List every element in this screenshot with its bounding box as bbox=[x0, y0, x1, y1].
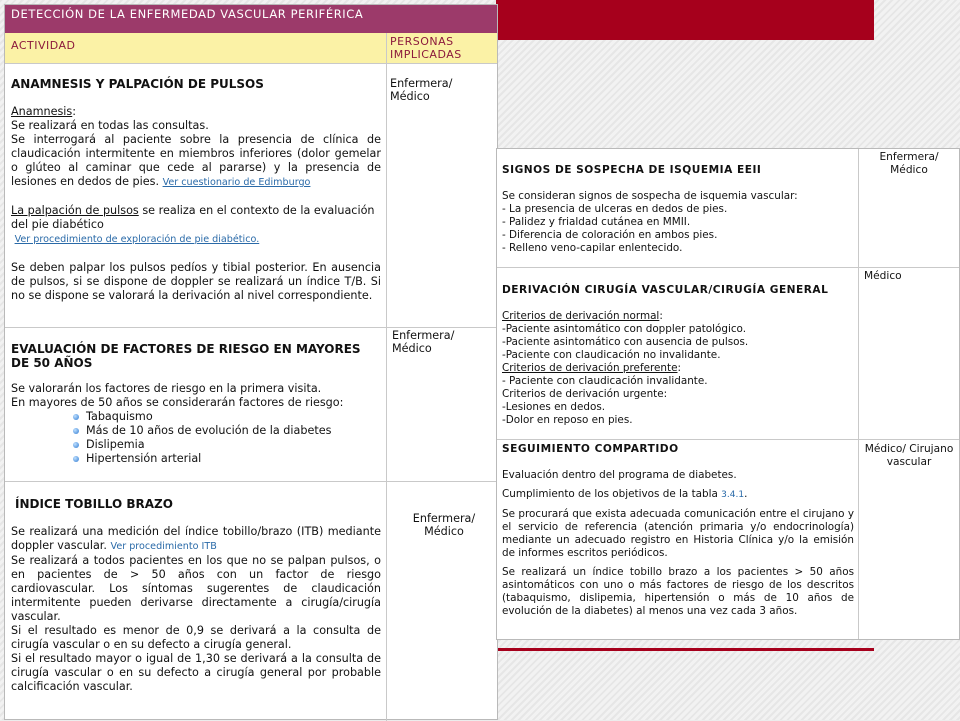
list-item: - Relleno veno-capilar enlentecido. bbox=[502, 242, 683, 254]
list-item: -Paciente con claudicación no invalidante. bbox=[502, 349, 721, 361]
table-title: DETECCIÓN DE LA ENFERMEDAD VASCULAR PERIFÉRICA bbox=[5, 5, 497, 33]
column-divider bbox=[386, 33, 387, 721]
list-item: Más de 10 años de evolución de la diabetes bbox=[73, 424, 381, 438]
left-table bbox=[4, 4, 498, 720]
list-item: -Paciente asintomático con doppler patológico. bbox=[502, 323, 747, 335]
section-title: SIGNOS DE SOSPECHA DE ISQUEMIA EEII bbox=[502, 164, 762, 176]
section-title: DERIVACIÓN CIRUGÍA VASCULAR/CIRUGÍA GENERAL bbox=[502, 284, 829, 296]
header-activity: ACTIVIDAD bbox=[11, 39, 76, 52]
top-accent-bar bbox=[496, 0, 874, 40]
list-item: - La presencia de ulceras en dedos de pies. bbox=[502, 203, 728, 215]
risk-factors-section: EVALUACIÓN DE FACTORES DE RIESGO EN MAYORES DE 50 AÑOS Se valorarán los factores de riesgo en la primera visita. En mayores de 50 años se considerarán factores de riesgo: Tabaquismo Más de 10 años de evolución de la diabetes Dislipemia Hipertensión arterial bbox=[11, 342, 381, 466]
bullet-icon bbox=[73, 428, 79, 434]
right-table bbox=[496, 148, 960, 640]
anamnesis-section: ANAMNESIS Y PALPACIÓN DE PULSOS Anamnesis: Se realizará en todas las consultas. Se interrogará al paciente sobre la presencia de clínica de claudicación intermitente en miembros inferiores (dolor gemelar o glúteo al caminar que cede al pararse) y la presencia de lesiones en dedos de pies. Ver cuestionario de Edimburgo La palpación de pulsos se realiza en el contexto de la evaluación del pie diabético Ver procedimiento de exploración de pie diabético. Se deben palpar los pulsos pedíos y tibial posterior. En ausencia de pulsos, si se dispone de doppler se realizará un índice T/B. Si no se dispone se valorará la derivación al nivel correspondiente. bbox=[11, 77, 381, 302]
section-title: SEGUIMIENTO COMPARTIDO bbox=[502, 443, 679, 455]
itb-section: ÍNDICE TOBILLO BRAZO Se realizará una medición del índice tobillo/brazo (ITB) mediante doppler vascular. Ver procedimiento ITB Se realizará a todos pacientes en los que no se palpan pulsos, o en pacientes de > 50 años con un factor de riesgo cardiovascular. Los síntomas sugerentes de claudicación intermitente pueden derivarse directamente a cirugía/cirugía vascular. Si el resultado es menor de 0,9 se derivará a la consulta de cirugía vascular o en su defecto a cirugía general. Si el resultado mayor o igual de 1,30 se derivará a la consulta de cirugía vascular o en su defecto a cirugía general por probable calcificación vascular. bbox=[11, 497, 381, 693]
row-divider bbox=[497, 439, 959, 440]
bottom-accent-bar bbox=[496, 648, 874, 651]
risk-factor-list bbox=[11, 410, 381, 466]
shared-followup-section: SEGUIMIENTO COMPARTIDO Evaluación dentro del programa de diabetes. Cumplimiento de los objetivos de la tabla 3.4.1. Se procurará que exista adecuada comunicación entre el cirujano y el servicio de referencia (atención primaria y/o endocrinología) mediante un adecuado registro en Historia Clínica y/o la emisión de informes escritos periódicos. Se realizará un índice tobillo brazo a los pacientes > 50 años asintomáticos con uno o más factores de riesgo de los descritos (tabaquismo, dislipemia, hipertensión o más de 10 años de evolución de la diabetes) al menos una vez cada 3 años. bbox=[502, 443, 854, 617]
column-divider bbox=[858, 149, 859, 639]
list-item: Dislipemia bbox=[73, 438, 381, 452]
list-item: -Paciente asintomático con ausencia de pulsos. bbox=[502, 336, 749, 348]
bullet-icon bbox=[73, 442, 79, 448]
followup-people: Médico/ Cirujano vascular bbox=[864, 443, 954, 468]
subheading-pulses: La palpación de pulsos bbox=[11, 204, 139, 217]
section-title: ÍNDICE TOBILLO BRAZO bbox=[15, 497, 173, 511]
signs-people: Enfermera/ Médico bbox=[879, 151, 939, 176]
itb-procedure-link[interactable]: Ver procedimiento ITB bbox=[110, 541, 217, 552]
row-divider bbox=[5, 63, 497, 64]
table-header bbox=[5, 33, 497, 63]
list-item: - Diferencia de coloración en ambos pies. bbox=[502, 229, 718, 241]
ischemia-signs-section: SIGNOS DE SOSPECHA DE ISQUEMIA EEII Se consideran signos de sospecha de isquemia vascular: - La presencia de ulceras en dedos de pies. - Palidez y frialdad cutánea en MMII. - Diferencia de coloración en ambos pies. - Relleno veno-capilar enlentecido. bbox=[502, 164, 854, 255]
bullet-icon bbox=[73, 456, 79, 462]
row-divider bbox=[497, 267, 959, 268]
list-item: -Lesiones en dedos. bbox=[502, 401, 606, 413]
edimburgo-questionnaire-link[interactable]: Ver cuestionario de Edimburgo bbox=[162, 177, 311, 188]
row-divider bbox=[5, 327, 497, 328]
derivation-people: Médico bbox=[864, 270, 902, 282]
subheading-anamnesis: Anamnesis bbox=[11, 105, 73, 118]
header-people: PERSONAS IMPLICADAS bbox=[390, 35, 462, 61]
anamnesis-people: Enfermera/ Médico bbox=[390, 77, 453, 103]
risk-people: Enfermera/ Médico bbox=[392, 329, 455, 355]
list-item: Hipertensión arterial bbox=[73, 452, 381, 466]
row-divider bbox=[5, 481, 497, 482]
table-reference-link[interactable]: 3.4.1 bbox=[721, 490, 745, 500]
list-item: -Dolor en reposo en pies. bbox=[502, 414, 633, 426]
section-title: EVALUACIÓN DE FACTORES DE RIESGO EN MAYORES DE 50 AÑOS bbox=[11, 342, 361, 370]
section-title: ANAMNESIS Y PALPACIÓN DE PULSOS bbox=[11, 77, 264, 91]
bullet-icon bbox=[73, 414, 79, 420]
foot-exam-procedure-link[interactable]: Ver procedimiento de exploración de pie diabético. bbox=[14, 234, 260, 245]
itb-people: Enfermera/ Médico bbox=[412, 512, 476, 538]
list-item: Tabaquismo bbox=[73, 410, 381, 424]
list-item: - Paciente con claudicación invalidante. bbox=[502, 375, 708, 387]
derivation-section: DERIVACIÓN CIRUGÍA VASCULAR/CIRUGÍA GENERAL Criterios de derivación normal: -Paciente asintomático con doppler patológico. -Paciente asintomático con ausencia de pulsos. -Paciente con claudicación no invalidante. Criterios de derivación preferente: - Paciente con claudicación invalidante. Criterios de derivación urgente: -Lesiones en dedos. -Dolor en reposo en pies. bbox=[502, 284, 854, 427]
list-item: - Palidez y frialdad cutánea en MMII. bbox=[502, 216, 691, 228]
